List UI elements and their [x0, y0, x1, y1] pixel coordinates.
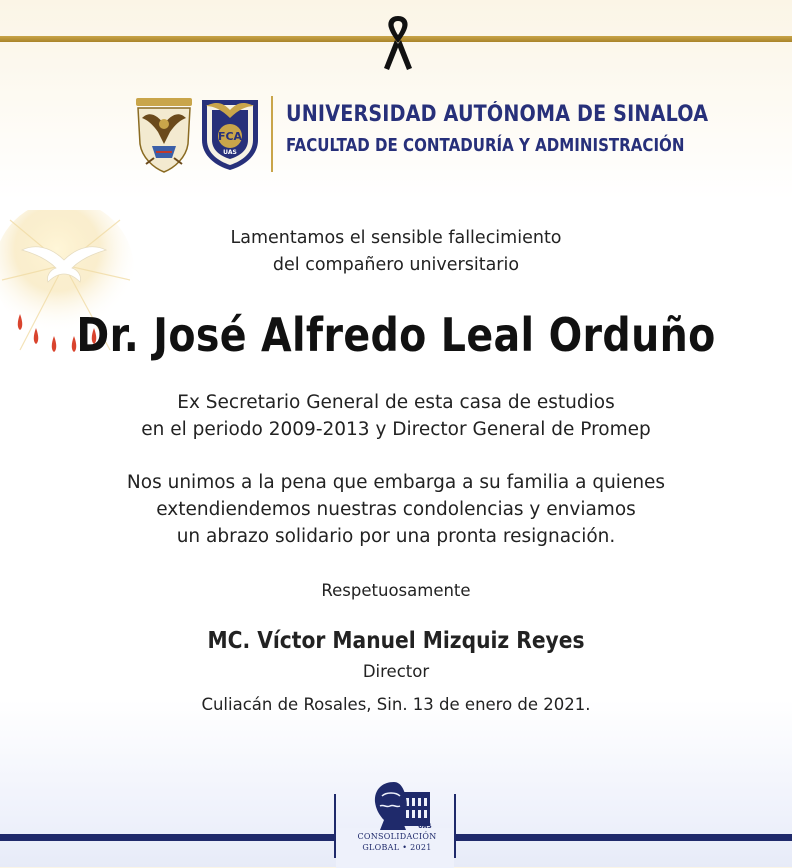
intro-line-1: Lamentamos el sensible fallecimiento	[230, 228, 562, 248]
role-line-2: en el periodo 2009-2013 y Director General de Promep	[141, 419, 651, 440]
institution-header	[130, 92, 709, 174]
fca-logo-subtext: UAS	[223, 149, 237, 156]
fca-logo	[198, 96, 262, 172]
intro-line-2: del compañero universitario	[272, 255, 520, 275]
badge-line-2: GLOBAL • 2021	[362, 843, 432, 852]
mourning-ribbon-icon	[380, 12, 416, 72]
condolence-line-3: un abrazo solidario por una pronta resignación.	[176, 526, 616, 547]
fca-logo-text: FCA	[217, 130, 243, 143]
faculty-name: FACULTAD DE CONTADURÍA Y ADMINISTRACIÓN	[286, 136, 685, 156]
place-date: Culiacán de Rosales, Sin. 13 de enero de 2021.	[201, 695, 591, 714]
signer-title: Director	[362, 662, 430, 681]
closing: Respetuosamente	[321, 581, 471, 600]
deceased-name: Dr. José Alfredo Leal Orduño	[76, 308, 716, 362]
header-divider	[271, 96, 273, 172]
badge-uas-label: UAS	[418, 823, 432, 830]
badge-line-1: CONSOLIDACIÓN	[357, 832, 437, 841]
university-name: UNIVERSIDAD AUTÓNOMA DE SINALOA	[286, 102, 709, 127]
condolence-line-2: extendiendemos nuestras condolencias y enviamos	[156, 499, 636, 520]
role-line-1: Ex Secretario General de esta casa de estudios	[177, 392, 615, 413]
signer-name: MC. Víctor Manuel Mizquiz Reyes	[207, 628, 585, 654]
condolence-line-1: Nos unimos a la pena que embarga a su familia a quienes	[126, 472, 666, 493]
uas-crest-logo	[132, 94, 196, 174]
